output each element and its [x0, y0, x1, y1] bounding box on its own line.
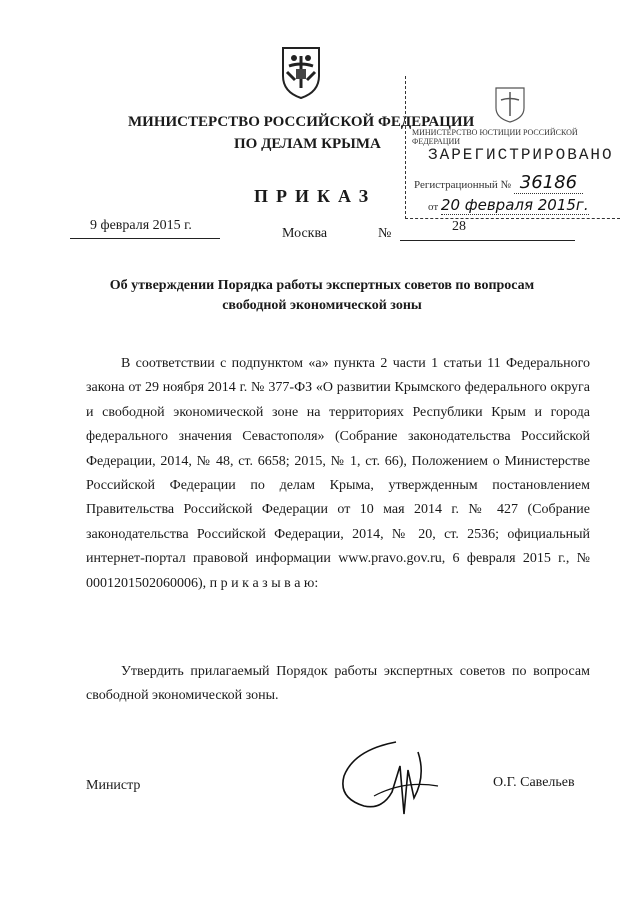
order-date: 9 февраля 2015 г.: [90, 218, 192, 233]
stamp-reg-number: 36186: [514, 172, 583, 194]
stamp-date-prefix: от: [428, 201, 439, 213]
signatory-name: О.Г. Савельев: [493, 775, 575, 790]
body-paragraph-1: В соответствии с подпунктом «а» пункта 2 части 1 статьи 11 Федерального закона от 29 ноября 2014 г. № 377-ФЗ «О развитии Крымского федерального округа и свободной экономической зоне на территориях Республики Крым и города федерального значения Севастополя» (Собрание законодательства Российской Федерации, 2014, № 48, ст. 6658; 2015, № 1, ст. 66), Положением о Министерстве Российской Федерации по делам Крыма, утвержденным постановлением Правительства Российской Федерации от 10 мая 2014 г. № 427 (Собрание законодательства Российской Федерации, 2014, № 20, ст. 2536; официальный интернет-портал правовой информации www.pravo.gov.ru, 6 февраля 2015 г., № 0001201502060006), п р и к а з ы в а ю:: [86, 356, 590, 591]
stamp-title: ЗАРЕГИСТРИРОВАНО: [428, 146, 614, 164]
body-paragraph-2: Утвердить прилагаемый Порядок работы экспертных советов по вопросам свободной экономической зоны.: [86, 664, 590, 704]
stamp-registration: [414, 172, 583, 193]
stamp-date: [428, 196, 589, 214]
order-number: 28: [452, 219, 466, 234]
order-city: Москва: [282, 226, 328, 241]
stamp-date-value: 20 февраля 2015г.: [440, 196, 589, 214]
registration-stamp: [405, 76, 620, 219]
number-underline: [400, 240, 575, 241]
stamp-emblem-icon: [492, 84, 528, 124]
coat-of-arms-icon: [277, 42, 325, 100]
document-title: ПРИКАЗ: [254, 186, 377, 206]
ministry-name-line1: МИНИСТЕРСТВО РОССИЙСКОЙ ФЕДЕРАЦИИ: [128, 114, 475, 130]
stamp-reg-label: Регистрационный №: [414, 179, 512, 191]
order-heading: Об утверждении Порядка работы экспертных советов по вопросам свободной экономической зоны: [109, 278, 535, 313]
handwritten-signature-icon: [334, 736, 454, 826]
date-underline: [70, 238, 220, 239]
ministry-name-line2: ПО ДЕЛАМ КРЫМА: [234, 136, 381, 152]
stamp-agency: МИНИСТЕРСТВО ЮСТИЦИИ РОССИЙСКОЙ ФЕДЕРАЦИИ: [412, 128, 578, 146]
signatory-position: Министр: [86, 778, 141, 793]
number-sign: №: [378, 226, 392, 241]
